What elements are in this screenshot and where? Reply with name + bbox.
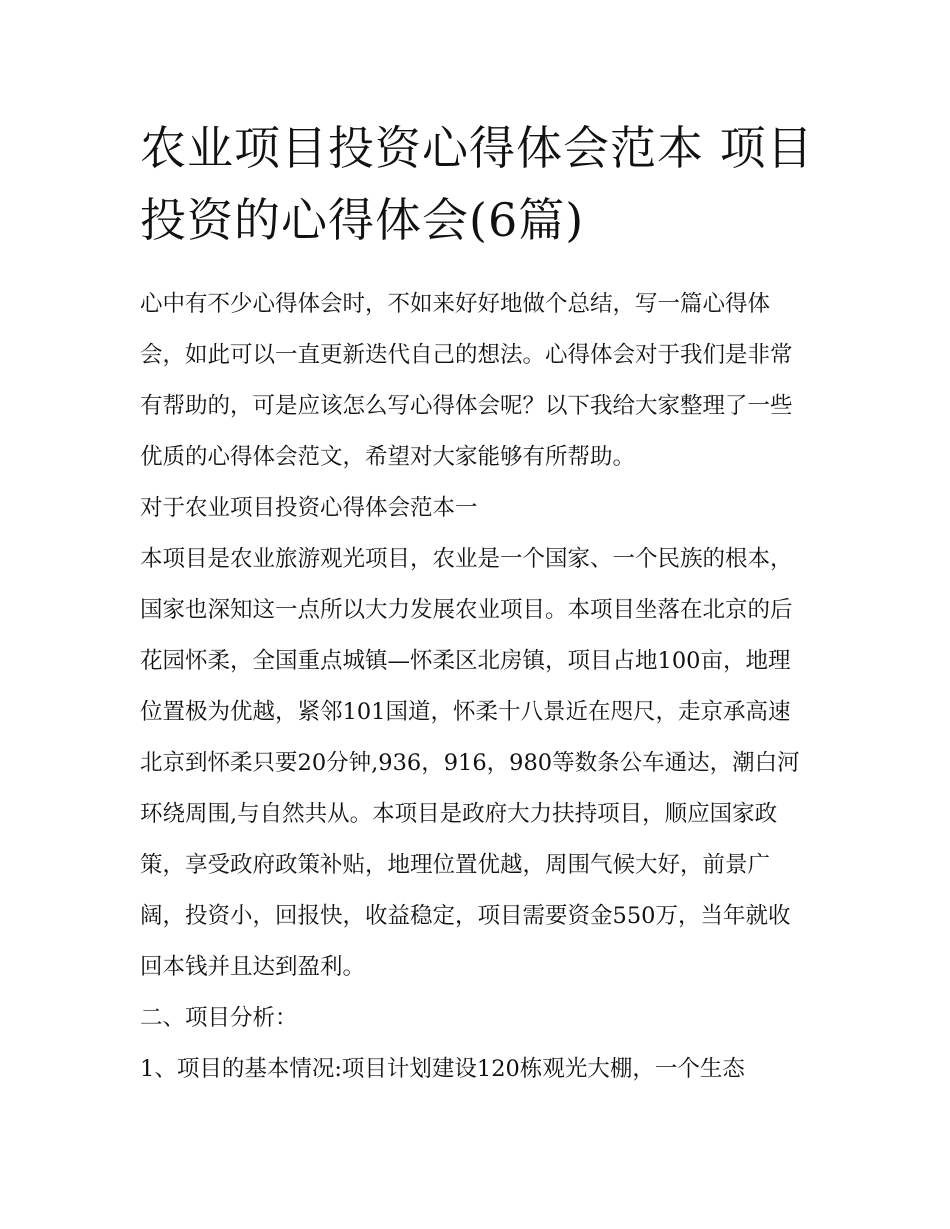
analysis-heading: 二、项目分析： [140,1005,298,1031]
project-paragraph: 本项目是农业旅游观光项目，农业是一个国家、一个民族的根本，国家也深知这一点所以大力发展农业项目。本项目坐落在北京的后花园怀柔，全国重点城镇—怀柔区北房镇，项目占地100亩，地理位置极为优越，紧邻101国道，怀柔十八景近在咫尺，走京承高速北京到怀柔只要20分钟,936，916，980等数条公车通达，潮白河环绕周围,与自然共从。本项目是政府大力扶持项目，顺应国家政策，享受政府政策补贴，地理位置优越，周围气候大好，前景广阔，投资小，回报快，收益稳定，项目需要资金550万，当年就收回本钱并且达到盈利。 [140,546,800,980]
document-title: 农业项目投资心得体会范本 项目投资的心得体会(6篇) [140,121,814,247]
document-body [140,279,812,1095]
intro-paragraph: 心中有不少心得体会时，不如来好好地做个总结，写一篇心得体会，如此可以一直更新迭代自己的想法。心得体会对于我们是非常有帮助的，可是应该怎么写心得体会呢？以下我给大家整理了一些优质的心得体会范文，希望对大家能够有所帮助。 [140,291,793,470]
analysis-paragraph: 1、项目的基本情况:项目计划建设120栋观光大棚，一个生态 [140,1056,745,1082]
section-heading: 对于农业项目投资心得体会范本一 [140,495,478,521]
